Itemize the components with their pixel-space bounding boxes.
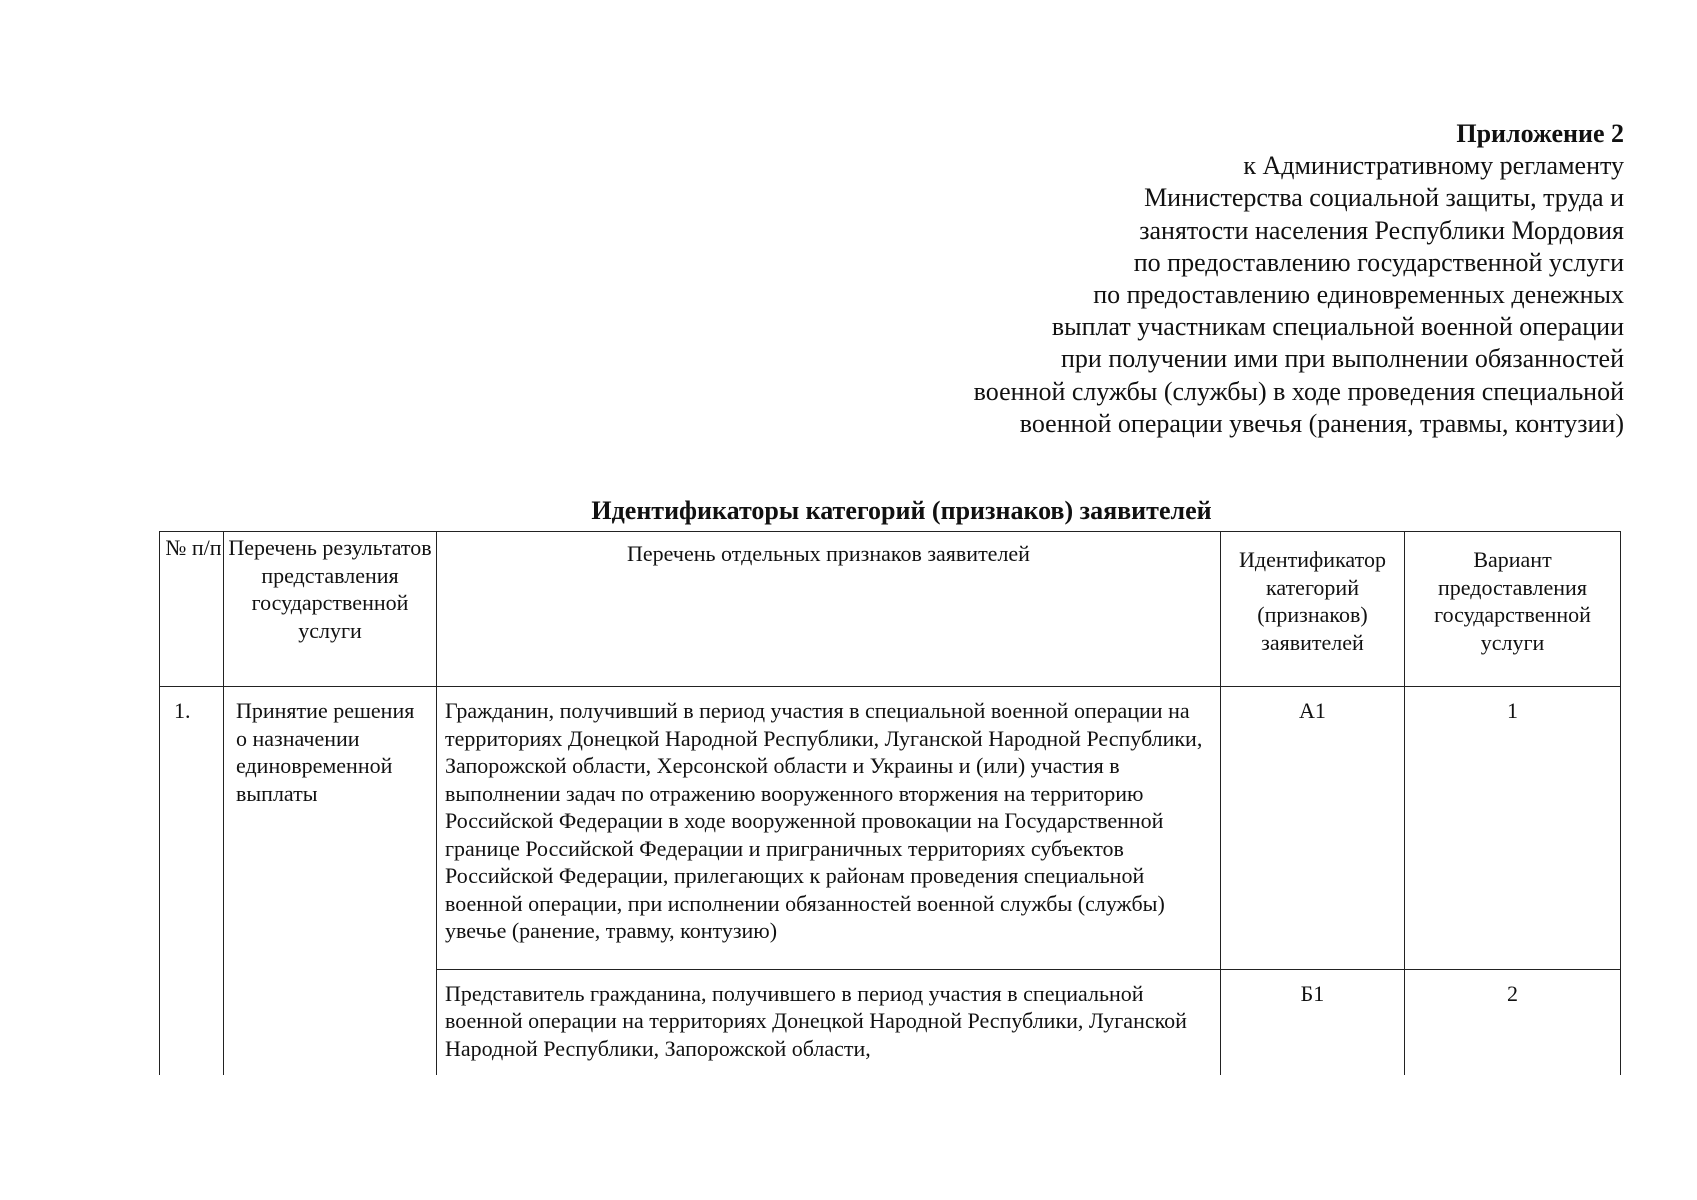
table-header-row: [160, 532, 1621, 687]
header-identifier: Идентификатор категорий (признаков) заявителей: [1221, 532, 1405, 687]
header-results: Перечень результатов представления государственной услуги: [224, 532, 437, 687]
annex-line: военной службы (службы) в ходе проведения специальной: [973, 376, 1624, 406]
annex-line: занятости населения Республики Мордовия: [1139, 215, 1624, 245]
header-num: № п/п: [160, 532, 224, 687]
header-variant: Вариант предоставления государственной услуги: [1405, 532, 1621, 687]
annex-line: военной операции увечья (ранения, травмы, контузии): [1019, 408, 1624, 438]
annex-line: по предоставлению единовременных денежных: [1093, 280, 1624, 310]
row-result: Принятие решения о назначении единовременной выплаты: [224, 687, 437, 1076]
row-variant: 2: [1405, 969, 1621, 1075]
annex-line: выплат участникам специальной военной операции: [1051, 312, 1624, 342]
header-signs: Перечень отдельных признаков заявителей: [437, 532, 1221, 687]
row-variant: 1: [1405, 687, 1621, 970]
annex-line: по предоставлению государственной услуги: [1133, 247, 1624, 277]
row-sign: Представитель гражданина, получившего в период участия в специальной военной операции на территориях Донецкой Народной Республики, Луганской Народной Республики, Запорожской области,: [437, 969, 1221, 1075]
annex-line: при получении ими при выполнении обязанностей: [1060, 344, 1624, 374]
identifiers-table: [159, 531, 1621, 1075]
annex-line: к Административному регламенту: [1243, 151, 1624, 181]
row-sign: Гражданин, получивший в период участия в специальной военной операции на территориях Донецкой Народной Республики, Луганской Народной Республики, Запорожской области, Херсонской области и Украины и (или) участия в выполнении задач по отражению вооруженного вторжения на территорию Российской Федерации в ходе вооруженной провокации на Государственной границе Российской Федерации и приграничных территориях субъектов Российской Федерации, прилегающих к районам проведения специальной военной операции, при исполнении обязанностей военной службы (службы) увечье (ранение, травму, контузию): [437, 687, 1221, 970]
row-identifier: Б1: [1221, 969, 1405, 1075]
table-row: [160, 687, 1621, 970]
document-title: Идентификаторы категорий (признаков) заявителей: [591, 496, 1212, 525]
row-number: 1.: [160, 687, 224, 1076]
annex-title: Приложение 2: [1456, 119, 1624, 148]
annex-line: Министерства социальной защиты, труда и: [1144, 183, 1624, 213]
row-identifier: А1: [1221, 687, 1405, 970]
